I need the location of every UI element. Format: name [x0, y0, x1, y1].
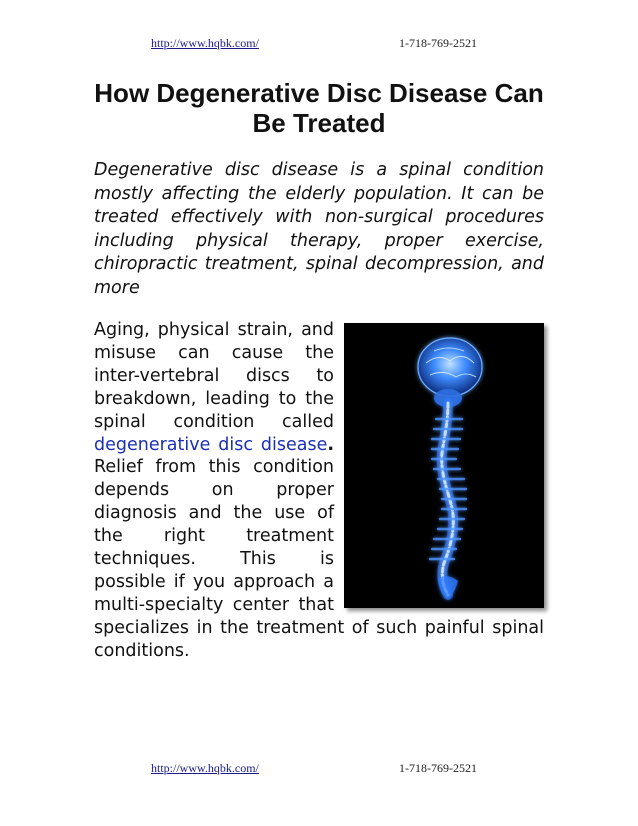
page-title: How Degenerative Disc Disease Can Be Treated [94, 78, 544, 138]
body-text-after: Relief from this condition depends on proper diagnosis and the use of the right treatment techniques. This is possible if you approach a multi-specialty center that specializes in the treatment of such painful spinal conditions. [94, 457, 544, 661]
intro-paragraph: Degenerative disc disease is a spinal condition mostly affecting the elderly population. It can be treated effectively with non-surgical procedures including physical therapy, proper exercise, chiropractic treatment, spinal decompression, and more [94, 160, 544, 298]
footer-url-link[interactable]: http://www.hqbk.com/ [151, 761, 259, 775]
header-url-link[interactable]: http://www.hqbk.com/ [151, 36, 259, 50]
spine-image [344, 323, 544, 608]
body-paragraph [94, 319, 544, 663]
degenerative-disc-disease-link[interactable]: degenerative disc disease [94, 434, 328, 455]
body-period: . [327, 434, 334, 455]
footer-phone: 1-718-769-2521 [399, 761, 477, 775]
body-text-before: Aging, physical strain, and misuse can cause the inter-vertebral discs to breakdown, leading to the spinal condition called [94, 320, 334, 432]
header-phone: 1-718-769-2521 [399, 36, 477, 50]
